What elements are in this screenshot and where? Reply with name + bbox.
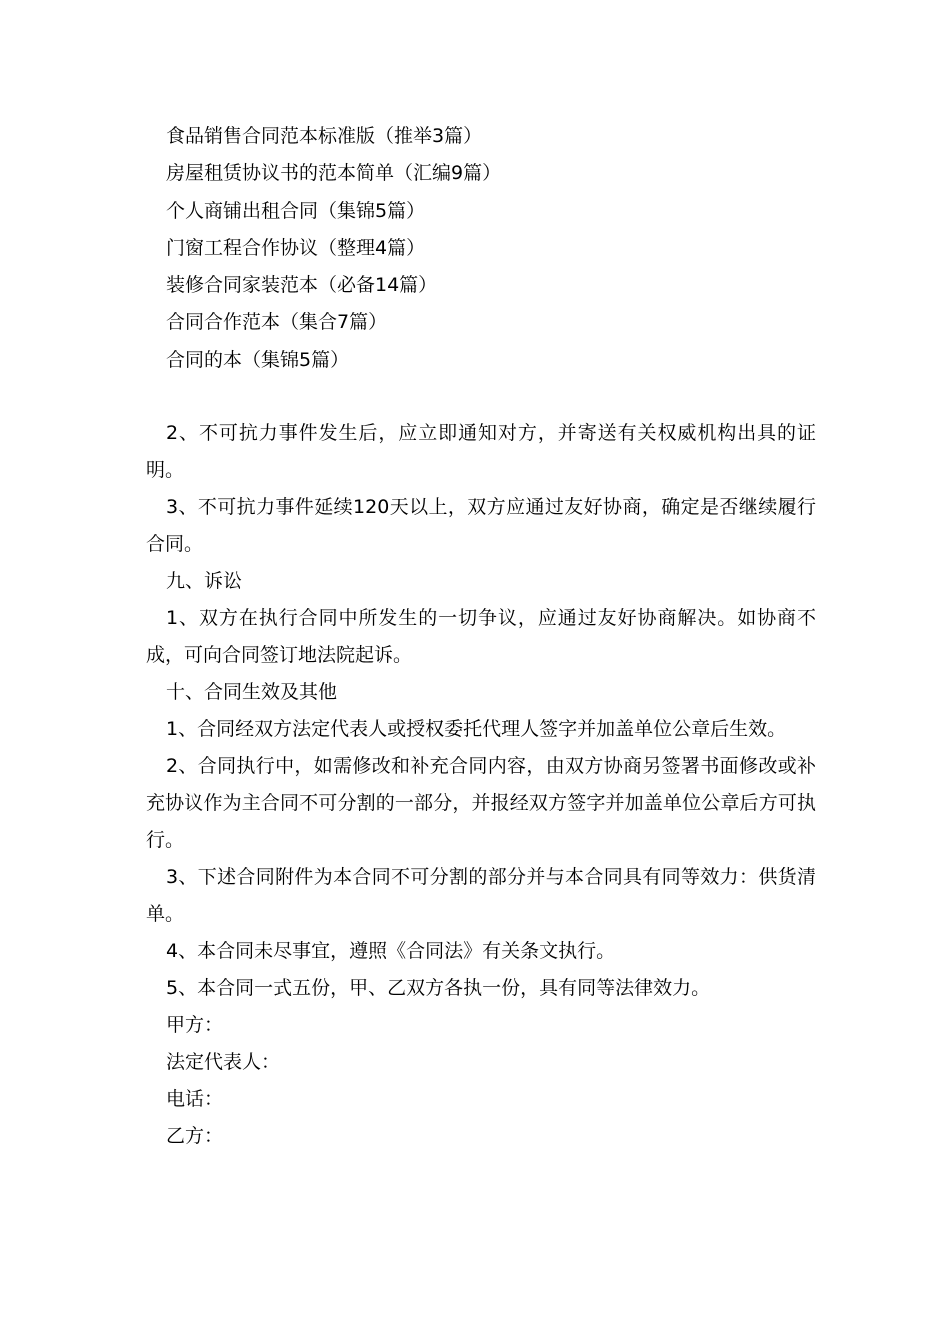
clause-paragraph: 5、本合同一式五份，甲、乙双方各执一份，具有同等法律效力。 xyxy=(166,977,711,999)
signature-legal-rep: 法定代表人： xyxy=(166,1051,281,1073)
clause-paragraph: 1、双方在执行合同中所发生的一切争议，应通过友好协商解决。如协商不成，可向合同签订地法院起诉。 xyxy=(146,607,816,666)
clause-paragraph: 3、不可抗力事件延续120天以上，双方应通过友好协商，确定是否继续履行合同。 xyxy=(146,496,816,555)
clause-paragraph: 3、下述合同附件为本合同不可分割的部分并与本合同具有同等效力：供货清单。 xyxy=(146,866,816,925)
clause-paragraph: 2、不可抗力事件发生后，应立即通知对方，并寄送有关权威机构出具的证明。 xyxy=(146,422,816,481)
related-articles-list xyxy=(166,118,866,379)
related-article-link[interactable]: 装修合同家装范本（必备14篇） xyxy=(166,274,438,297)
clause-paragraph: 4、本合同未尽事宜，遵照《合同法》有关条文执行。 xyxy=(166,940,616,962)
related-article-link[interactable]: 合同的本（集锦5篇） xyxy=(166,348,350,371)
signature-party-a: 甲方： xyxy=(166,1014,224,1036)
related-article-link[interactable]: 门窗工程合作协议（整理4篇） xyxy=(166,236,426,259)
clause-paragraph: 2、合同执行中，如需修改和补充合同内容，由双方协商另签署书面修改或补充协议作为主合同不可分割的一部分，并报经双方签字并加盖单位公章后方可执行。 xyxy=(146,755,816,851)
clause-paragraph: 1、合同经双方法定代表人或授权委托代理人签字并加盖单位公章后生效。 xyxy=(166,718,787,740)
related-article-link[interactable]: 合同合作范本（集合7篇） xyxy=(166,311,388,334)
related-article-link[interactable]: 食品销售合同范本标准版（推举3篇） xyxy=(166,125,483,147)
section-heading: 九、诉讼 xyxy=(166,570,243,592)
signature-phone: 电话： xyxy=(166,1088,224,1110)
signature-party-b: 乙方： xyxy=(166,1125,224,1147)
section-heading: 十、合同生效及其他 xyxy=(166,681,338,703)
related-article-link[interactable]: 个人商铺出租合同（集锦5篇） xyxy=(166,199,426,222)
related-article-link[interactable]: 房屋租赁协议书的范本简单（汇编9篇） xyxy=(166,162,502,185)
contract-body xyxy=(146,415,816,1155)
